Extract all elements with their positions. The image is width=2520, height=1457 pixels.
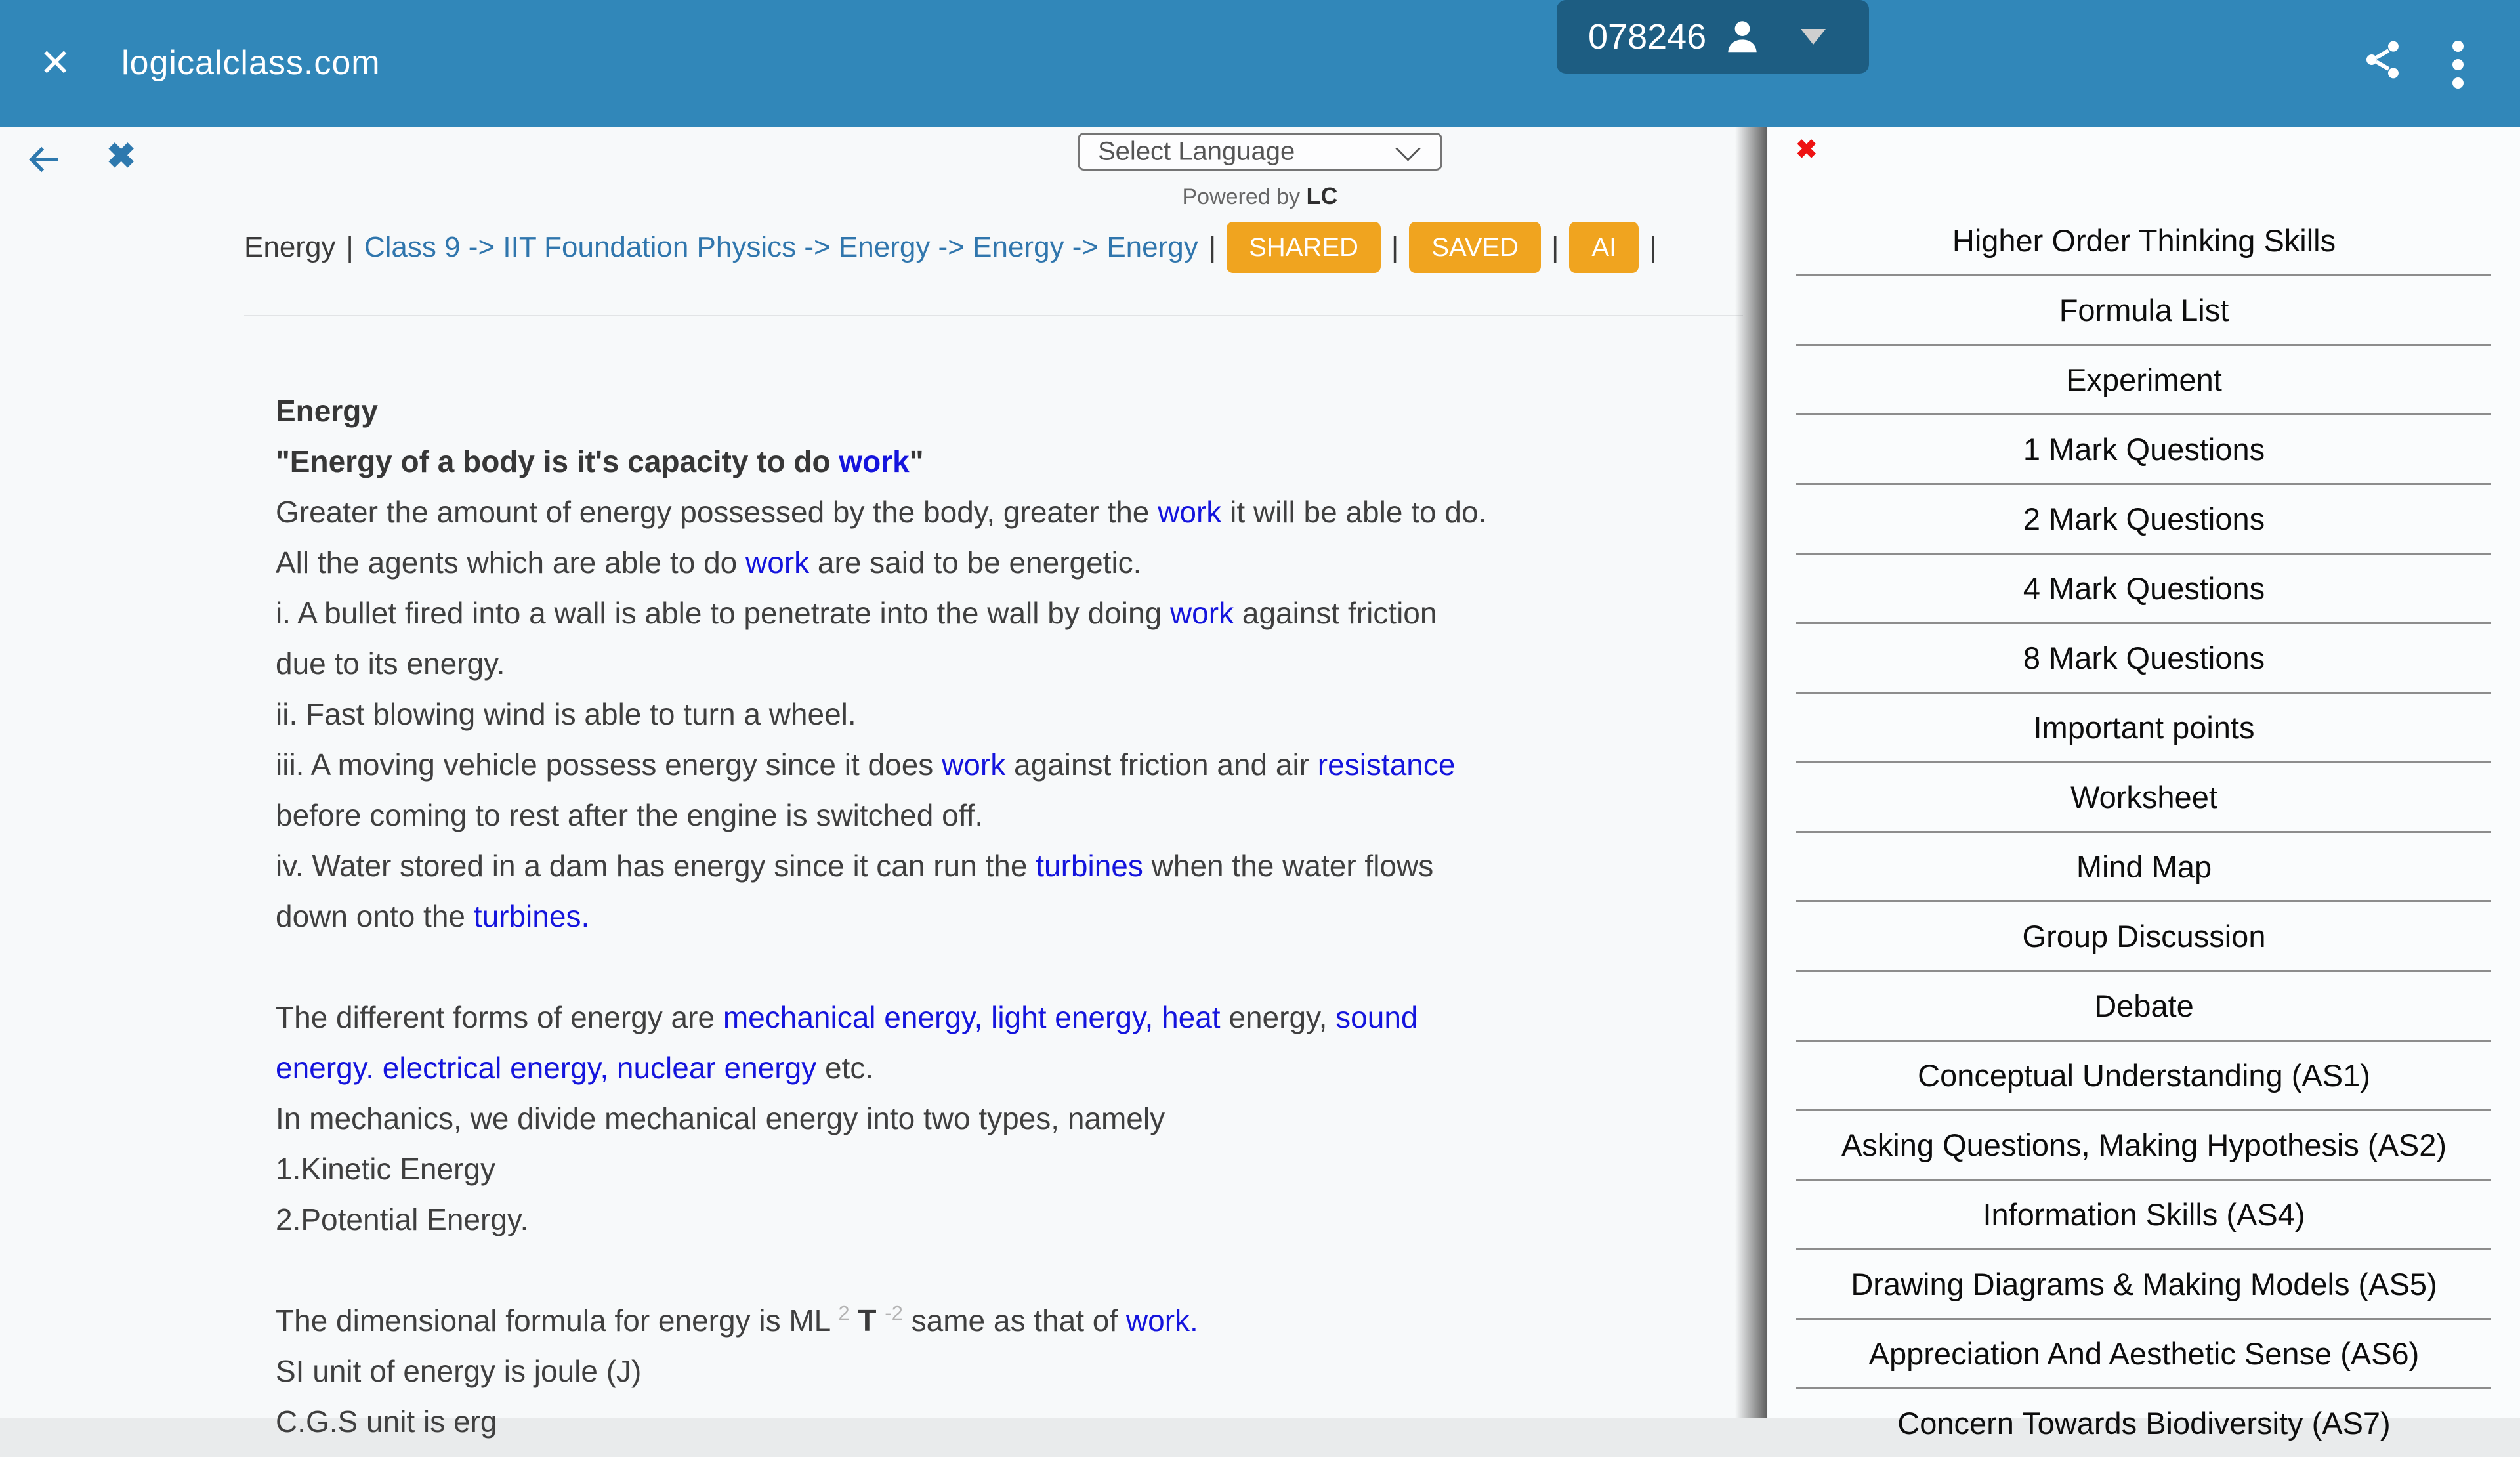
sidebar-item[interactable]: Important points [2033,710,2255,745]
user-id: 078246 [1588,17,1707,56]
article-text: Greater the amount of energy possessed by the body, greater the [276,495,1158,529]
article-line [276,891,1486,942]
breadcrumb: Energy | Class 9 -> IIT Foundation Physics -> Energy -> Energy -> Energy | SHARED | SAVED | AI | [244,219,1668,276]
article-text [876,1303,885,1338]
article-line [276,436,1486,487]
ai-button[interactable]: AI [1569,222,1639,273]
article-link[interactable]: work [942,748,1006,782]
sidebar-item[interactable]: Mind Map [2076,849,2212,884]
back-arrow-icon[interactable] [21,138,66,181]
article-text [1153,1000,1162,1034]
article-text: it will be able to do. [1221,495,1487,529]
powered-by: Powered by LC [1182,182,1338,209]
sidebar-item[interactable]: Drawing Diagrams & Making Models (AS5) [1851,1267,2437,1301]
article [276,386,1486,1447]
article-text [982,1000,991,1034]
article-text: In mechanics, we divide mechanical energy into two types, namely [276,1101,1166,1135]
article-line [276,689,1486,740]
article-line [276,1144,1486,1194]
article-text: are said to be energetic. [809,545,1142,580]
sidebar-item[interactable]: 8 Mark Questions [2023,641,2265,675]
chevron-down-icon [1395,136,1420,161]
article-link[interactable]: turbines [1036,849,1143,883]
article-text: 2 [838,1301,850,1324]
article-text: 2.Potential Energy. [276,1202,529,1236]
sidebar-item[interactable]: Appreciation And Aesthetic Sense (AS6) [1868,1336,2420,1371]
dropdown-caret-icon[interactable] [1801,29,1826,45]
article-line [276,790,1486,841]
article-link[interactable]: work [746,545,810,580]
sidebar-item[interactable]: Formula List [2059,293,2229,327]
article-text: Energy [276,394,378,428]
article-link[interactable]: turbines. [473,899,590,933]
sidebar-list [1768,207,2520,1457]
sidebar-item[interactable]: Concern Towards Biodiversity (AS7) [1897,1406,2391,1441]
article-line [276,386,1486,436]
content-scroll-shadow [1735,127,1767,1418]
select-language-dropdown[interactable] [1078,133,1442,171]
article-text: " [909,444,924,478]
sidebar-close-icon[interactable]: ✖ [1796,135,1818,164]
article-line [276,588,1486,639]
sidebar-item[interactable]: 4 Mark Questions [2023,571,2265,606]
article-link[interactable]: work [1158,495,1222,529]
shared-button[interactable]: SHARED [1227,222,1381,273]
article-line [276,740,1486,790]
article-link[interactable]: mechanical energy, [723,1000,983,1034]
article-line [276,538,1486,588]
kebab-menu-icon[interactable] [2452,41,2464,89]
article-text: C.G.S unit is erg [276,1404,497,1439]
sidebar-item[interactable]: Debate [2094,988,2194,1023]
article-link[interactable]: heat [1162,1000,1221,1034]
article-line [276,1194,1486,1245]
article-text: SI unit of energy is joule (J) [276,1354,642,1388]
article-text: before coming to rest after the engine is switched off. [276,798,984,832]
article-text: against friction and air [1005,748,1318,782]
article-text: The dimensional formula for energy is ML [276,1303,839,1338]
article-text: T [858,1303,877,1338]
article-link[interactable]: sound [1335,1000,1418,1034]
article-text: "Energy of a body is it's capacity to do [276,444,839,478]
article-line [276,1043,1486,1093]
sidebar-item[interactable]: Experiment [2066,362,2222,397]
breadcrumb-divider [244,315,1743,316]
select-language-value: Select Language [1098,137,1295,166]
article-text: energy, [1220,1000,1336,1034]
article-text: 1.Kinetic Energy [276,1152,495,1186]
sidebar-item[interactable]: Information Skills (AS4) [1983,1197,2305,1232]
article-text [850,1303,858,1338]
brand-label: LC [1306,182,1338,209]
article-line [276,1346,1486,1397]
article-text: due to its energy. [276,646,505,681]
article-text: All the agents which are able to do [276,545,746,580]
article-text: iv. Water stored in a dam has energy since it can run the [276,849,1036,883]
user-icon [1722,16,1763,58]
sidebar-item[interactable]: Conceptual Understanding (AS1) [1918,1058,2370,1093]
article-line [276,841,1486,891]
article-link[interactable]: energy. electrical energy, nuclear energy [276,1051,817,1085]
article-link[interactable]: work [1169,596,1234,630]
article-text: when the water flows [1143,849,1434,883]
sidebar-item[interactable]: Group Discussion [2022,919,2266,954]
article-text: iii. A moving vehicle possess energy since it does [276,748,942,782]
article-line [276,639,1486,689]
site-title: logicalclass.com [121,43,381,82]
sidebar-item[interactable]: 2 Mark Questions [2023,501,2265,536]
sidebar-item[interactable]: Worksheet [2070,780,2217,814]
article-line [276,1397,1486,1447]
user-menu[interactable] [1557,0,1869,74]
article-text: -2 [885,1301,903,1324]
window-close-icon[interactable]: ✕ [39,41,72,85]
article-line [276,1245,1486,1296]
sidebar-item[interactable]: 1 Mark Questions [2023,432,2265,467]
breadcrumb-title: Energy [244,231,336,263]
saved-button[interactable]: SAVED [1409,222,1541,273]
breadcrumb-path[interactable]: Class 9 -> IIT Foundation Physics -> Energy -> Energy -> Energy [364,231,1198,263]
article-link[interactable]: resistance [1317,748,1456,782]
article-text: same as that of [902,1303,1126,1338]
article-link[interactable]: light energy, [991,1000,1154,1034]
content-close-icon[interactable]: ✖ [106,137,136,176]
sidebar-item[interactable]: Higher Order Thinking Skills [1952,223,2336,258]
share-icon[interactable] [2361,38,2404,81]
article-line [276,487,1486,538]
sidebar-item[interactable]: Asking Questions, Making Hypothesis (AS2) [1841,1128,2447,1162]
article-text: etc. [816,1051,874,1085]
article-line [276,1296,1486,1346]
article-text: against friction [1234,596,1437,630]
article-line [276,992,1486,1043]
article-link[interactable]: work [839,444,910,478]
article-text: down onto the [276,899,474,933]
sidebar [1768,127,2520,1441]
article-line [276,942,1486,992]
article-text: ii. Fast blowing wind is able to turn a wheel. [276,697,856,731]
article-text: i. A bullet fired into a wall is able to penetrate into the wall by doing [276,596,1170,630]
article-text: The different forms of energy are [276,1000,723,1034]
article-line [276,1093,1486,1144]
top-bar [0,0,2520,127]
article-link[interactable]: work. [1125,1303,1198,1338]
